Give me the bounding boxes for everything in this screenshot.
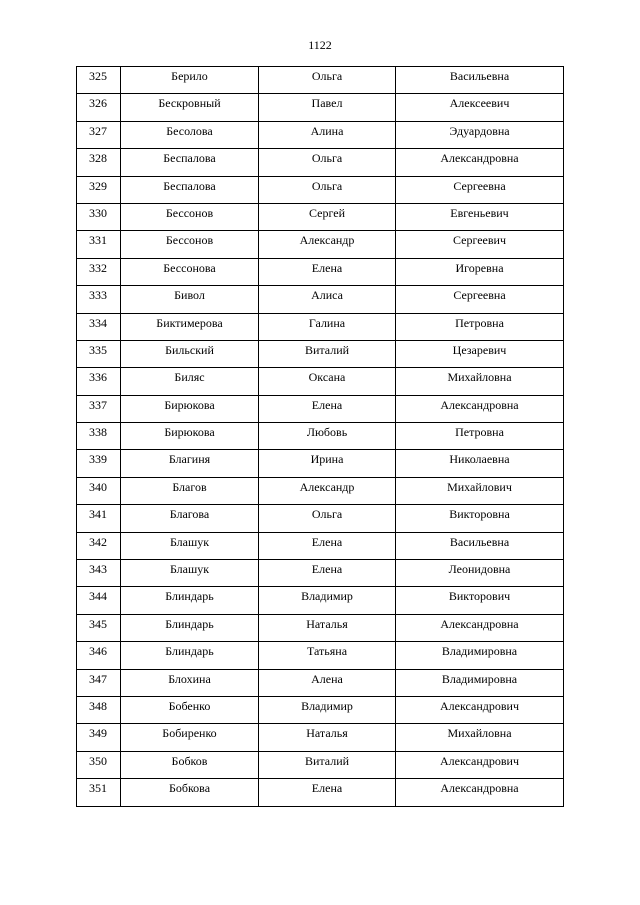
table-row [77,313,564,340]
last-name-cell: Благов [121,477,259,504]
last-name-cell: Бильский [121,340,259,367]
last-name-cell: Бобенко [121,696,259,723]
table-row [77,696,564,723]
row-number-cell: 348 [77,696,121,723]
table-row [77,258,564,285]
patronymic-cell: Михайлович [396,477,564,504]
last-name-cell: Бивол [121,286,259,313]
last-name-cell: Берило [121,67,259,94]
table-row [77,614,564,641]
last-name-cell: Блиндарь [121,587,259,614]
first-name-cell: Алина [259,121,396,148]
first-name-cell: Ольга [259,149,396,176]
patronymic-cell: Александрович [396,751,564,778]
row-number-cell: 332 [77,258,121,285]
table-row [77,149,564,176]
last-name-cell: Блохина [121,669,259,696]
page-number: 1122 [308,38,332,52]
last-name-cell: Бобкова [121,779,259,806]
last-name-cell: Бессонов [121,203,259,230]
row-number-cell: 331 [77,231,121,258]
patronymic-cell: Владимировна [396,669,564,696]
patronymic-cell: Васильевна [396,67,564,94]
table-row [77,450,564,477]
last-name-cell: Беспалова [121,176,259,203]
row-number-cell: 344 [77,587,121,614]
row-number-cell: 339 [77,450,121,477]
first-name-cell: Любовь [259,423,396,450]
first-name-cell: Оксана [259,368,396,395]
row-number-cell: 346 [77,642,121,669]
patronymic-cell: Викторович [396,587,564,614]
table-row [77,203,564,230]
patronymic-cell: Сергеевич [396,231,564,258]
first-name-cell: Алена [259,669,396,696]
last-name-cell: Бобиренко [121,724,259,751]
first-name-cell: Владимир [259,587,396,614]
last-name-cell: Бесолова [121,121,259,148]
row-number-cell: 350 [77,751,121,778]
last-name-cell: Биляс [121,368,259,395]
row-number-cell: 336 [77,368,121,395]
first-name-cell: Ольга [259,505,396,532]
last-name-cell: Блиндарь [121,642,259,669]
last-name-cell: Бирюкова [121,423,259,450]
table-row [77,642,564,669]
first-name-cell: Елена [259,779,396,806]
patronymic-cell: Александровна [396,614,564,641]
table-row [77,669,564,696]
first-name-cell: Татьяна [259,642,396,669]
last-name-cell: Бобков [121,751,259,778]
row-number-cell: 325 [77,67,121,94]
patronymic-cell: Александровна [396,149,564,176]
table-row [77,395,564,422]
first-name-cell: Наталья [259,724,396,751]
table-row [77,532,564,559]
table-row [77,505,564,532]
row-number-cell: 327 [77,121,121,148]
patronymic-cell: Петровна [396,423,564,450]
patronymic-cell: Михайловна [396,724,564,751]
row-number-cell: 340 [77,477,121,504]
patronymic-cell: Александрович [396,696,564,723]
row-number-cell: 351 [77,779,121,806]
patronymic-cell: Александровна [396,395,564,422]
table-row [77,423,564,450]
row-number-cell: 341 [77,505,121,532]
patronymic-cell: Леонидовна [396,560,564,587]
names-table [76,66,564,807]
table-row [77,477,564,504]
first-name-cell: Ирина [259,450,396,477]
row-number-cell: 328 [77,149,121,176]
first-name-cell: Елена [259,258,396,285]
table-row [77,587,564,614]
table-row [77,231,564,258]
last-name-cell: Бескровный [121,94,259,121]
table-row [77,94,564,121]
table-row [77,751,564,778]
row-number-cell: 333 [77,286,121,313]
last-name-cell: Беспалова [121,149,259,176]
row-number-cell: 330 [77,203,121,230]
row-number-cell: 337 [77,395,121,422]
row-number-cell: 349 [77,724,121,751]
patronymic-cell: Сергеевна [396,176,564,203]
first-name-cell: Алиса [259,286,396,313]
table-row [77,176,564,203]
last-name-cell: Блашук [121,560,259,587]
first-name-cell: Александр [259,477,396,504]
first-name-cell: Александр [259,231,396,258]
last-name-cell: Биктимерова [121,313,259,340]
table-row [77,286,564,313]
row-number-cell: 329 [77,176,121,203]
row-number-cell: 338 [77,423,121,450]
first-name-cell: Сергей [259,203,396,230]
table-row [77,340,564,367]
last-name-cell: Блашук [121,532,259,559]
first-name-cell: Виталий [259,340,396,367]
patronymic-cell: Эдуардовна [396,121,564,148]
first-name-cell: Галина [259,313,396,340]
first-name-cell: Павел [259,94,396,121]
first-name-cell: Елена [259,395,396,422]
row-number-cell: 343 [77,560,121,587]
table-row [77,67,564,94]
patronymic-cell: Игоревна [396,258,564,285]
row-number-cell: 345 [77,614,121,641]
last-name-cell: Блиндарь [121,614,259,641]
first-name-cell: Елена [259,532,396,559]
patronymic-cell: Александровна [396,779,564,806]
patronymic-cell: Владимировна [396,642,564,669]
last-name-cell: Бирюкова [121,395,259,422]
first-name-cell: Ольга [259,176,396,203]
row-number-cell: 347 [77,669,121,696]
first-name-cell: Владимир [259,696,396,723]
last-name-cell: Бессонова [121,258,259,285]
first-name-cell: Елена [259,560,396,587]
first-name-cell: Наталья [259,614,396,641]
patronymic-cell: Николаевна [396,450,564,477]
table-row [77,368,564,395]
patronymic-cell: Цезаревич [396,340,564,367]
row-number-cell: 342 [77,532,121,559]
table-row [77,560,564,587]
row-number-cell: 334 [77,313,121,340]
first-name-cell: Виталий [259,751,396,778]
last-name-cell: Благиня [121,450,259,477]
names-table-body [77,67,564,807]
row-number-cell: 326 [77,94,121,121]
patronymic-cell: Сергеевна [396,286,564,313]
row-number-cell: 335 [77,340,121,367]
table-row [77,121,564,148]
patronymic-cell: Васильевна [396,532,564,559]
last-name-cell: Благова [121,505,259,532]
first-name-cell: Ольга [259,67,396,94]
patronymic-cell: Михайловна [396,368,564,395]
patronymic-cell: Петровна [396,313,564,340]
table-row [77,724,564,751]
patronymic-cell: Алексеевич [396,94,564,121]
patronymic-cell: Евгеньевич [396,203,564,230]
patronymic-cell: Викторовна [396,505,564,532]
last-name-cell: Бессонов [121,231,259,258]
table-row [77,779,564,806]
